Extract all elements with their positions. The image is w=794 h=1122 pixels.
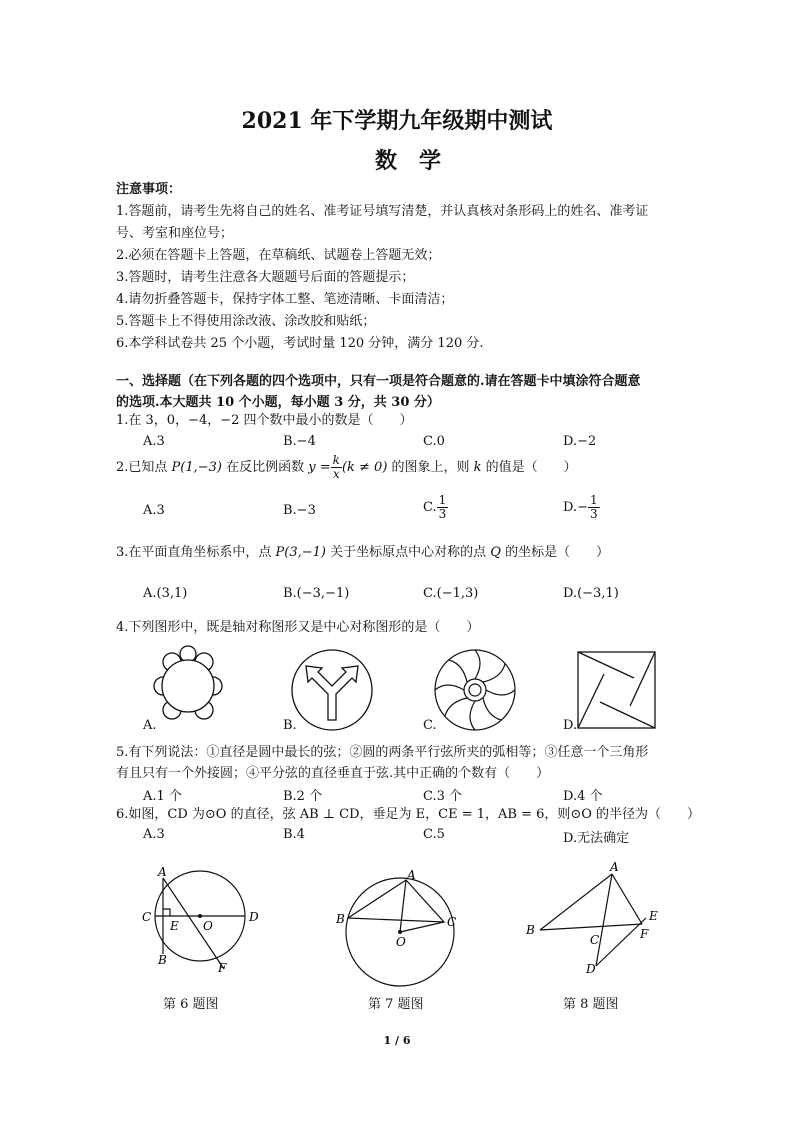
fig7-label: A (407, 868, 416, 882)
question-2-stem (116, 454, 577, 481)
q3-option-b: B.(−3,−1) (283, 586, 350, 601)
q6-option-d: D.无法确定 (563, 831, 630, 846)
q4-figure-a-flower (150, 644, 226, 726)
q2-func-cond: (k ≠ 0) (341, 460, 388, 475)
fig8-label: D (586, 962, 596, 976)
q5-option-c: C.3 个 (423, 789, 463, 804)
question-6-stem: 6.如图，CD 为⊙O 的直径，弦 AB ⊥ CD，垂足为 E，CE = 1，AB = 6，则⊙O 的半径为（ ） (116, 807, 701, 822)
q1-option-c: C.0 (423, 434, 445, 449)
fig7-label: C (447, 915, 457, 929)
q2-point: P(1,−3) (171, 460, 223, 475)
fig6-label: F (218, 961, 227, 975)
subject-title: 数学 (374, 148, 463, 174)
q3-option-c: C.(−1,3) (423, 586, 479, 601)
q6-option-b: B.4 (283, 827, 305, 842)
fig7-label: O (396, 935, 406, 949)
notice-item: 1.答题前，请考生先将自己的姓名、准考证号填写清楚，并认真核对条形码上的姓名、准考证 (116, 204, 649, 219)
figure-6-caption: 第 6 题图 (163, 997, 219, 1012)
q4-figure-d-square (576, 650, 658, 730)
q4-option-d: D. (563, 718, 578, 733)
q2-option-c-fraction (437, 494, 449, 521)
q6-option-a: A.3 (143, 827, 165, 842)
notice-item: 2.必须在答题卡上答题，在草稿纸、试题卷上答题无效； (116, 248, 441, 263)
fig7-label: B (336, 912, 345, 926)
notice-item: 5.答题卡上不得使用涂改液、涂改胶和贴纸； (116, 314, 376, 329)
q2-option-d (563, 494, 600, 521)
q3-option-a: A.(3,1) (143, 586, 188, 601)
q2-optd-den: 3 (589, 507, 598, 521)
fig8-label: F (640, 927, 649, 941)
notice-heading: 注意事项： (116, 182, 182, 197)
q2-option-b: B.−3 (283, 503, 316, 518)
fig6-label: A (158, 865, 167, 879)
q3-text: 3.在平面直角坐标系中，点 (116, 545, 276, 560)
q3-text: 的坐标是（ ） (500, 545, 610, 560)
fig6-label: E (170, 919, 179, 933)
figure-7-circle-diagram (334, 866, 466, 988)
q2-func-num: k (332, 453, 340, 467)
q4-option-c: C. (423, 718, 437, 733)
q2-func-fraction (331, 454, 342, 481)
question-5-stem-cont: 有且只有一个外接圆；④平分弦的直径垂直于弦.其中正确的个数有（ ） (116, 766, 550, 781)
q2-option-d-fraction (588, 494, 600, 521)
section-heading-cont: 的选项.本大题共 10 个小题，每小题 3 分，共 30 分） (116, 395, 440, 410)
q2-option-c-prefix: C. (423, 500, 437, 515)
q3-point: P(3,−1) (275, 545, 327, 560)
fig8-label: B (526, 923, 535, 937)
q1-option-a: A.3 (143, 434, 165, 449)
figure-6-circle-diagram (136, 864, 268, 982)
q3-var: Q (490, 545, 501, 560)
q2-option-a: A.3 (143, 503, 165, 518)
section-heading: 一、选择题（在下列各题的四个选项中，只有一项是符合题意的.请在答题卡中填涂符合题意 (116, 374, 641, 389)
exam-title: 2021 年下学期九年级期中测试 (241, 108, 553, 134)
q4-figure-c-pinwheel (433, 648, 517, 732)
q2-option-c (423, 494, 448, 521)
q1-option-b: B.−4 (283, 434, 316, 449)
fig6-label: D (249, 910, 259, 924)
q4-option-b: B. (283, 718, 297, 733)
question-4-stem: 4.下列图形中，既是轴对称图形又是中心对称图形的是（ ） (116, 620, 480, 635)
q1-option-d: D.−2 (563, 434, 597, 449)
fig8-label: C (590, 933, 600, 947)
fig6-label: C (142, 910, 152, 924)
figure-7-caption: 第 7 题图 (368, 997, 424, 1012)
notice-item: 4.请勿折叠答题卡，保持字体工整、笔迹清晰、卡面清洁； (116, 292, 454, 307)
fig8-label: E (649, 909, 658, 923)
question-3-stem (116, 544, 609, 562)
q2-text: 的值是（ ） (481, 460, 577, 475)
q2-func-left: y = (308, 460, 331, 475)
q4-figure-b-arrows (290, 648, 374, 732)
q2-optd-num: 1 (589, 493, 598, 507)
fig8-label: A (610, 860, 619, 874)
notice-item: 号、考室和座位号； (116, 226, 234, 241)
q2-func-den: x (332, 467, 340, 481)
question-1-stem: 1.在 3，0，−4，−2 四个数中最小的数是（ ） (116, 413, 413, 428)
q5-option-b: B.2 个 (283, 789, 323, 804)
q6-option-c: C.5 (423, 827, 445, 842)
q5-option-d: D.4 个 (563, 789, 603, 804)
q2-text: 2.已知点 (116, 460, 172, 475)
q3-text: 关于坐标原点中心对称的点 (326, 545, 491, 560)
question-5-stem: 5.有下列说法：①直径是圆中最长的弦；②圆的两条平行弦所夹的弧相等；③任意一个三角形 (116, 745, 649, 760)
page-number: 1 / 6 (383, 1034, 411, 1047)
q2-optc-num: 1 (438, 493, 447, 507)
q2-text: 的图象上，则 (387, 460, 474, 475)
q3-option-d: D.(−3,1) (563, 586, 619, 601)
q5-option-a: A.1 个 (143, 789, 182, 804)
q2-optc-den: 3 (438, 507, 447, 521)
figure-8-caption: 第 8 题图 (563, 997, 619, 1012)
notice-item: 6.本学科试卷共 25 个小题，考试时量 120 分钟，满分 120 分. (116, 336, 484, 351)
q4-option-a: A. (143, 718, 157, 733)
notice-item: 3.答题时，请考生注意各大题题号后面的答题提示； (116, 270, 415, 285)
fig6-label: B (158, 953, 167, 967)
figure-8-triangle-diagram (524, 858, 664, 980)
q2-text: 在反比例函数 (222, 460, 309, 475)
q2-var: k (473, 460, 482, 475)
fig6-label: O (203, 919, 213, 933)
q2-option-d-prefix: D.− (563, 500, 588, 515)
